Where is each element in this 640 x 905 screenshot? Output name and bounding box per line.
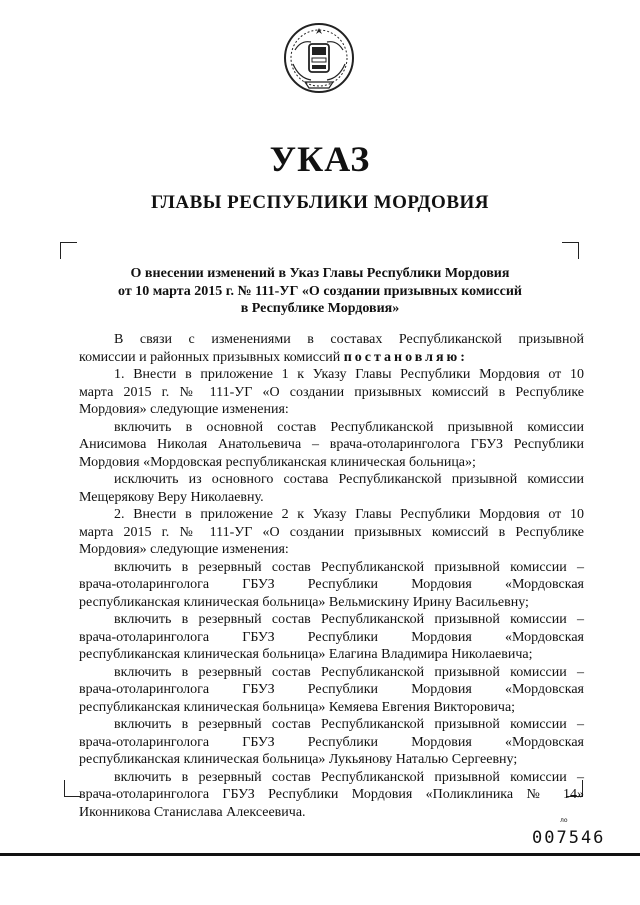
body-line: В связи с изменениями в составах Республиканской призывной (114, 332, 584, 347)
registration-number: 007546 (532, 828, 606, 848)
body-line: врача-отоларинголога ГБУЗ Республики Мордовия «Мордовская (79, 682, 584, 697)
corner-mark-top-right (562, 242, 579, 259)
body-line: Мордовия» следующие изменения: (79, 402, 289, 417)
body-line (79, 349, 584, 367)
body-line: республиканская клиническая больница» Вельмискину Ирину Васильевну; (79, 594, 529, 610)
body-line: Мордовия «Мордовская республиканская клиническая больница»; (79, 454, 476, 470)
body-line: республиканская клиническая больница» Кемяева Евгения Викторовича; (79, 699, 516, 715)
corner-mark-top-left (60, 242, 77, 259)
body-line: 1. Внести в приложение 1 к Указу Главы Республики Мордовия от 10 (114, 367, 584, 382)
heading-line: О внесении изменений в Указ Главы Республики Мордовия (130, 266, 510, 281)
body-line: Анисимова Николая Анатольевича – врача-отоларинголога ГБУЗ Республики (79, 437, 584, 452)
document-title: УКАЗ (269, 139, 371, 179)
body-line: врача-отоларинголога ГБУЗ Республики Мордовия «Мордовская (79, 734, 584, 750)
body-line: включить в резервный состав Республиканской призывной комиссии – (114, 612, 584, 627)
body-line: включить в резервный состав Республиканской призывной комиссии – (114, 559, 584, 575)
body-line: врача-отоларинголога ГБУЗ Республики Мордовия «Поликлиника № 14» (79, 787, 584, 802)
body-line: Мещерякову Веру Николаевну. (79, 489, 264, 505)
document-subtitle: ГЛАВЫ РЕСПУБЛИКИ МОРДОВИЯ (150, 192, 490, 213)
heading-line: от 10 марта 2015 г. № 111-УГ «О создании призывных комиссий (118, 283, 522, 299)
body-line: включить в резервный состав Республиканской призывной комиссии – (114, 769, 584, 785)
coat-of-arms-emblem (281, 20, 357, 96)
registration-mark: ло (560, 817, 568, 824)
body-line: исключить из основного состава Республиканской призывной комиссии (114, 472, 584, 487)
heading-line: в Республике Мордовия» (240, 301, 400, 316)
body-line: включить в резервный состав Республиканской призывной комиссии – (114, 664, 584, 680)
body-line: Мордовия» следующие изменения: (79, 542, 289, 557)
body-line: включить в основной состав Республиканской призывной комиссии (114, 419, 584, 435)
body-line: 2. Внести в приложение 2 к Указу Главы Республики Мордовия от 10 (114, 507, 584, 522)
body-line: республиканская клиническая больница» Елагина Владимира Николаевича; (79, 647, 533, 662)
decree-heading (100, 265, 540, 318)
decree-body (79, 331, 584, 821)
resolve-word: постановляю: (343, 349, 468, 365)
body-text: комиссии и районных призывных комиссий (79, 349, 341, 365)
body-line: врача-отоларинголога ГБУЗ Республики Мордовия «Мордовская (79, 577, 584, 592)
body-line: врача-отоларинголога ГБУЗ Республики Мордовия «Мордовская (79, 629, 584, 645)
page-bottom-rule (0, 853, 640, 856)
body-line: марта 2015 г. № 111-УГ «О создании призывных комиссий в Республике (79, 384, 584, 400)
body-line: Иконникова Станислава Алексеевича. (79, 804, 306, 820)
body-line: республиканская клиническая больница» Лукьянову Наталью Сергеевну; (79, 752, 518, 767)
body-line: марта 2015 г. № 111-УГ «О создании призывных комиссий в Республике (79, 524, 584, 540)
body-line: включить в резервный состав Республиканской призывной комиссии – (114, 717, 584, 732)
